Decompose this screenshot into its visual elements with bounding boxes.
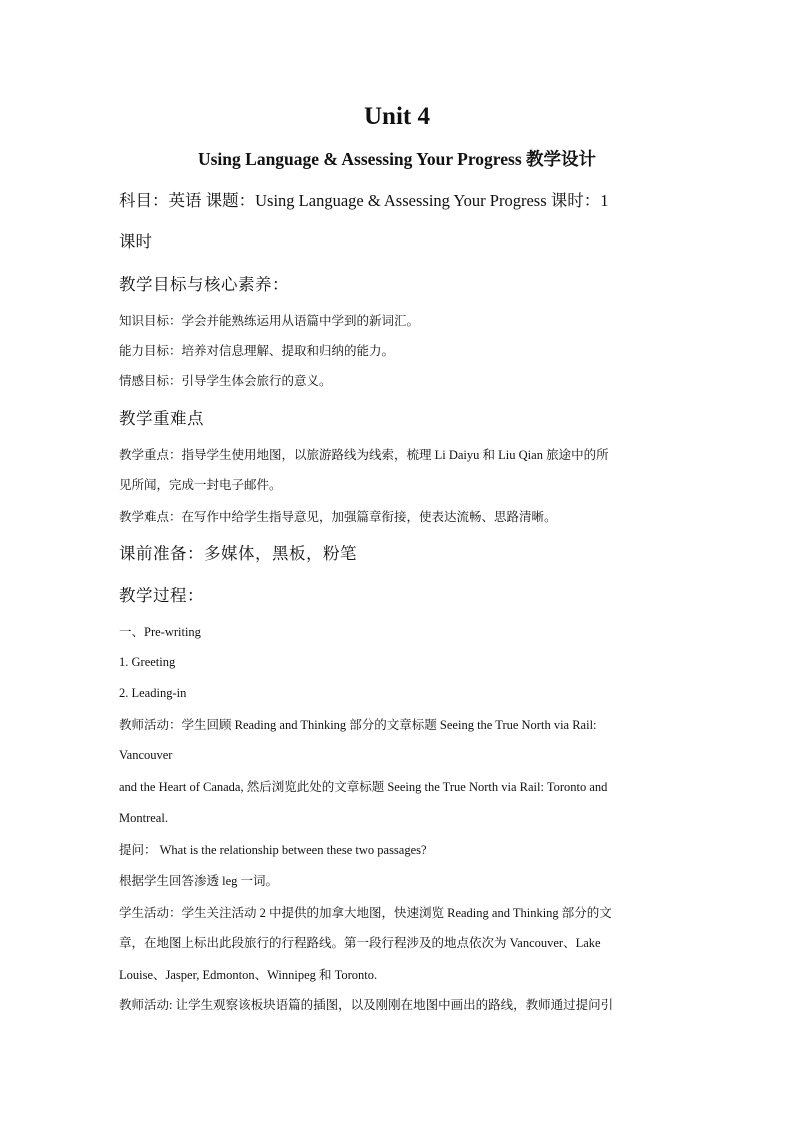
student-activity-text: 学生活动：学生关注活动 2 中提供的加拿大地图，快速浏览 Reading and Thinking 部分的文 xyxy=(119,906,612,920)
key-point-text: 教学重点：指导学生使用地图，以旅游路线为线索，梳理 Li Daiyu 和 Liu Qian 旅途中的所 xyxy=(119,448,609,462)
objective-ability: 能力目标：培养对信息理解、提取和归纳的能力。 xyxy=(119,344,395,358)
teacher-activity-text-continued: and the Heart of Canada, 然后浏览此处的文章标题 Seeing the True North via Rail: Toronto and xyxy=(119,780,608,794)
teacher-activity-text: 教师活动：学生回顾 Reading and Thinking 部分的文章标题 Seeing the True North via Rail: xyxy=(119,718,597,732)
answer-text: 根据学生回答渗透 leg 一词。 xyxy=(119,874,279,888)
document-title: Unit 4 xyxy=(364,103,430,130)
objective-emotion: 情感目标：引导学生体会旅行的意义。 xyxy=(119,374,332,388)
teacher-activity-text-continued: Vancouver xyxy=(119,748,173,762)
objectives-heading: 教学目标与核心素养： xyxy=(119,275,289,294)
document-subtitle: Using Language & Assessing Your Progress 教学设计 xyxy=(197,149,596,169)
section-pre-writing: 一、Pre-writing xyxy=(119,625,201,639)
preparation-text: 课前准备：多媒体，黑板，粉笔 xyxy=(119,544,357,563)
course-info-line: 科目：英语 课题：Using Language & Assessing Your Progress 课时：1 xyxy=(119,191,609,210)
step-greeting: 1. Greeting xyxy=(119,655,176,669)
process-heading: 教学过程： xyxy=(119,586,204,605)
difficulty-text: 教学难点：在写作中给学生指导意见，加强篇章衔接，使表达流畅、思路清晰。 xyxy=(119,510,557,524)
student-activity-text-continued: 章，在地图上标出此段旅行的行程路线。第一段行程涉及的地点依次为 Vancouver、Lake xyxy=(119,936,601,950)
key-points-heading: 教学重难点 xyxy=(119,409,204,428)
key-point-text-continued: 见所闻，完成一封电子邮件。 xyxy=(119,478,282,492)
teacher-activity-text: 教师活动: 让学生观察该板块语篇的插图，以及刚刚在地图中画出的路线，教师通过提问引 xyxy=(119,998,614,1012)
step-leading-in: 2. Leading-in xyxy=(119,686,187,700)
teacher-activity-text-continued: Montreal. xyxy=(119,811,168,825)
course-info-line-continued: 课时 xyxy=(119,232,152,251)
question-text: 提问： What is the relationship between these two passages? xyxy=(119,843,427,857)
objective-knowledge: 知识目标：学会并能熟练运用从语篇中学到的新词汇。 xyxy=(119,314,420,328)
student-activity-text-continued: Louise、Jasper, Edmonton、Winnipeg 和 Toronto. xyxy=(119,968,378,982)
